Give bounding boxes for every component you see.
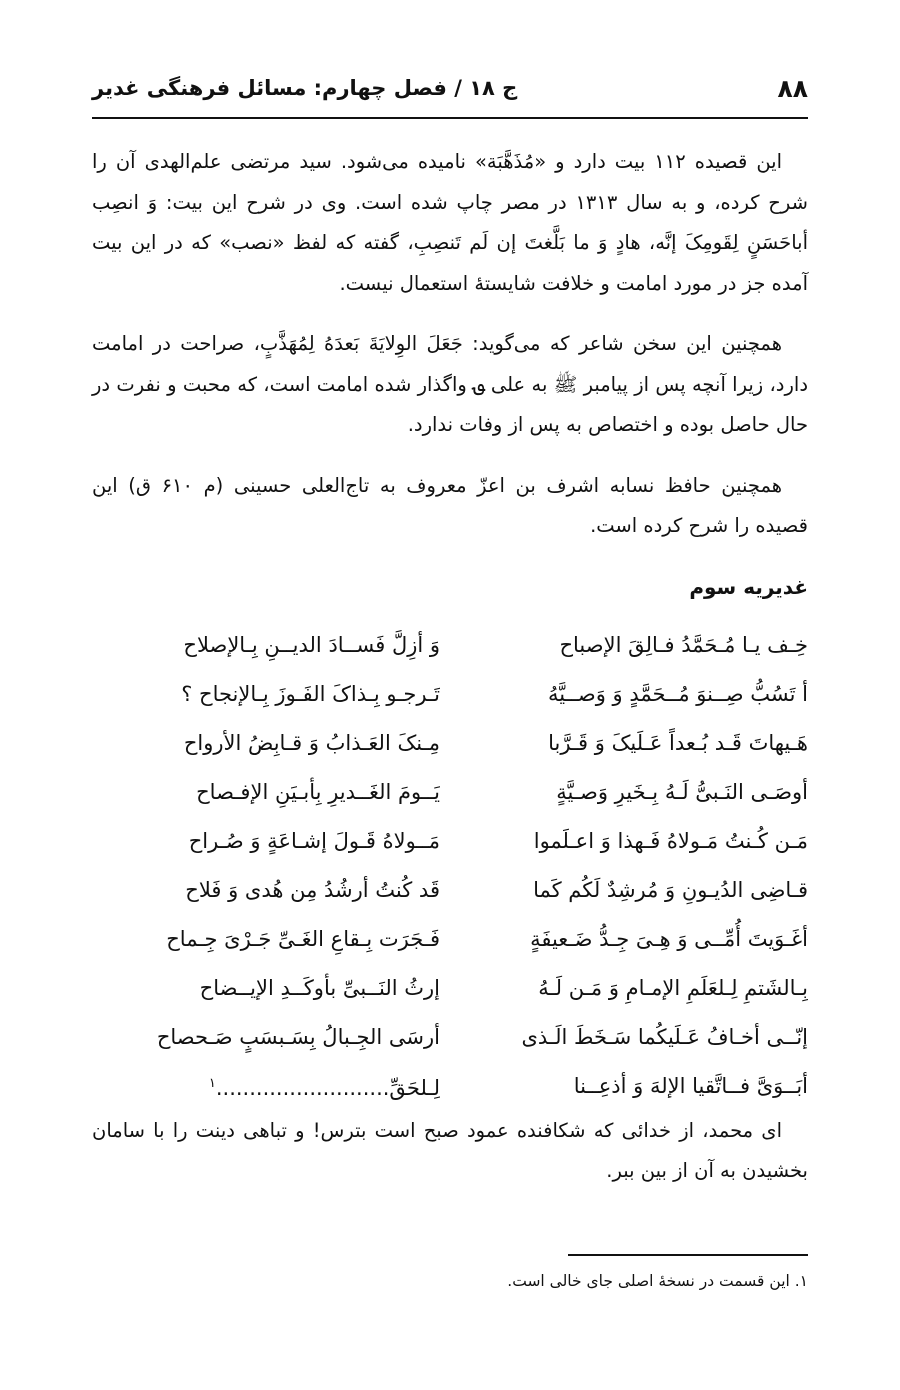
footnote-mark: ۱ <box>208 1076 216 1091</box>
second-hemistich <box>92 1059 440 1113</box>
paragraph: همچنین این سخن شاعر که می‌گوید: جَعَلَ الوِلایَةَ بَعدَهُ لِمُهَذَّبٍ، صراحت در امامت دارد، زیرا آنچه پس از پیامبر ﷺ به علی ؈ واگذار شده امامت است، که محبت و نفرت در حال حاصل بوده و اختصاص به پس از وفات ندارد. <box>92 332 808 436</box>
poem-verse <box>92 817 808 866</box>
first-hemistich: أبَــوَیَّ فــاتَّقیا الإلهَ وَ أذعِــنا <box>573 1073 808 1098</box>
second-hemistich: إرثُ النَــبیِّ بأوکَــدِ الإیــضاح <box>199 975 440 1000</box>
header-divider <box>92 117 808 119</box>
page-number: ۸۸ <box>777 74 808 103</box>
first-hemistich: إنّــی أخـافُ عَـلَیکُما سَـخَطَ الَـذی <box>521 1024 808 1049</box>
running-title: ج ۱۸ / فصل چهارم: مسائل فرهنگی غدیر <box>92 76 518 100</box>
page-header <box>92 62 808 114</box>
poem-verse <box>92 964 808 1013</box>
translation-paragraph: ای محمد، از خدائی که شکافنده عمود صبح است بترس! و تباهی دینت را با سامان بخشیدن به آن از بین ببر. <box>92 1118 808 1182</box>
hemistich-text: لِـلحَقِّ.......................... <box>215 1076 440 1100</box>
poem-verse <box>92 670 808 719</box>
paragraph: این قصیده ۱۱۲ بیت دارد و «مُذَهَّبَة» نامیده می‌شود. سید مرتضی علم‌الهدی آن را شرح کرده، و به سال ۱۳۱۳ در مصر چاپ شده است. وی در شرح این بیت: وَ انصِب أباحَسَنٍ لِقَومِکَ إنَّه، هادٍ وَ ما بَلَّغتَ إن لَم تَنصِبِ، گفته که لفظ «نصب» که در این بیت آمده جز در مورد امامت و خلافت شایستهٔ استعمال نیست. <box>92 150 808 295</box>
first-hemistich: أ تَسُبُّ صِــنوَ مُــحَمَّدٍ وَ وَصــیَّهُ <box>547 681 808 706</box>
first-hemistich: أوصَـی النَـبیُّ لَـهُ بِـخَیرِ وَصـیَّةٍ <box>556 779 808 804</box>
second-hemistich: وَ أزِلَّ فَســادَ الدیــنِ بِـالإصلاح <box>183 632 440 657</box>
first-hemistich: بِـالشَتمِ لِـلعَلَمِ الإمـامِ وَ مَـن لَـهُ <box>538 975 808 1000</box>
poem-verse <box>92 915 808 964</box>
first-hemistich: قـاضِی الدُیـونِ وَ مُرشِدٌ لَکُم کَما <box>533 877 808 902</box>
second-hemistich: فَـجَرَت بِـقاعِ الغَـیِّ جَـرْیَ جِـماح <box>166 926 440 951</box>
poem-verse <box>92 1062 808 1111</box>
second-hemistich: تَـرجـو بِـذاکَ الفَـوزَ بِـالإنجاح ؟ <box>181 681 440 706</box>
footnote-divider <box>568 1254 808 1256</box>
first-hemistich: خِـف یـا مُـحَمَّدُ فـالِقَ الإصباح <box>559 632 808 657</box>
second-hemistich: قَد کُنتُ أرشُدُ مِن هُدی وَ فَلاح <box>185 877 440 902</box>
page-body <box>92 142 808 1212</box>
poem-verse <box>92 621 808 670</box>
first-hemistich: أغَـوَیتَ أُمِّــی وَ هِـیَ جِـدُّ ضَـعیفَةٍ <box>530 926 808 951</box>
footnote: ۱. این قسمت در نسخهٔ اصلی جای خالی است. <box>507 1272 808 1290</box>
second-hemistich: مِـنکَ العَـذابُ وَ قـابِضُ الأرواح <box>183 730 440 755</box>
second-hemistich: مَــولاهُ قَـولَ إشـاعَةٍ وَ صُـراح <box>188 828 440 853</box>
first-hemistich: هَـیهاتَ قَـد بُـعداً عَـلَیکَ وَ قَـرَّبا <box>548 730 808 755</box>
poem-verse <box>92 768 808 817</box>
poem <box>92 621 808 1111</box>
first-hemistich: مَـن کُـنتُ مَـولاهُ فَـهذا وَ اعـلَموا <box>533 828 808 853</box>
second-hemistich: یَــومَ الغَــدیرِ بِأبـیَنِ الإفـصاح <box>196 779 440 804</box>
poem-verse <box>92 1013 808 1062</box>
poem-verse <box>92 719 808 768</box>
section-title: غدیریه سوم <box>689 574 808 599</box>
poem-verse <box>92 866 808 915</box>
second-hemistich: أرسَی الجِـبالُ بِسَـبسَبٍ صَـحصاح <box>156 1024 440 1049</box>
paragraph: همچنین حافظ نسابه اشرف بن اعزّ معروف به تاج‌العلی حسینی (م ۶۱۰ ق) این قصیده را شرح کرده است. <box>92 473 808 537</box>
